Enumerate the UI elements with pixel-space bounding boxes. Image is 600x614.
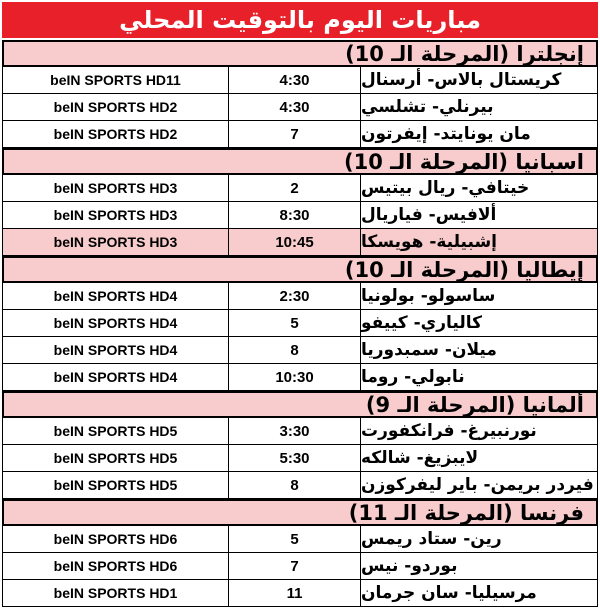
match-row [2,364,598,391]
league-header-france [2,499,598,526]
league-header-england [2,40,598,67]
match-row [2,283,598,310]
match-row [2,337,598,364]
channel-cell: beIN SPORTS HD11 [3,67,229,93]
channel-cell: beIN SPORTS HD3 [3,202,229,228]
league-header-germany [2,391,598,418]
league-name: إيطاليا (المرحلة الـ 10) [344,257,584,282]
match-row [2,175,598,202]
channel-cell: beIN SPORTS HD4 [3,283,229,309]
time-cell: 7 [229,121,361,147]
channel-cell: beIN SPORTS HD4 [3,310,229,336]
time-cell: 8 [229,472,361,498]
time-cell: 5 [229,526,361,552]
match-row [2,553,598,580]
match-row [2,310,598,337]
match-cell: ميلان- سمبدوريا [361,340,497,360]
time-cell: 11 [229,580,361,606]
channel-cell: beIN SPORTS HD4 [3,364,229,390]
channel-cell: beIN SPORTS HD5 [3,418,229,444]
league-name: إنجلترا (المرحلة الـ 10) [345,41,584,66]
match-row [2,94,598,121]
league-name: ألمانيا (المرحلة الـ 9) [365,392,584,417]
channel-cell: beIN SPORTS HD2 [3,121,229,147]
channel-cell: beIN SPORTS HD5 [3,472,229,498]
page-title: مباريات اليوم بالتوقيت المحلي [119,6,481,34]
channel-cell: beIN SPORTS HD6 [3,526,229,552]
time-cell: 2:30 [229,283,361,309]
league-name: اسبانيا (المرحلة الـ 10) [344,149,584,174]
match-cell: كالياري- كييفو [361,313,482,333]
time-cell: 4:30 [229,67,361,93]
time-cell: 10:30 [229,364,361,390]
channel-cell: beIN SPORTS HD5 [3,445,229,471]
match-cell: فيردر بريمن- باير ليفركوزن [361,475,594,495]
league-name: فرنسا (المرحلة الـ 11) [348,500,584,525]
channel-cell: beIN SPORTS HD3 [3,175,229,201]
time-cell: 8:30 [229,202,361,228]
match-row [2,67,598,94]
channel-cell: beIN SPORTS HD4 [3,337,229,363]
time-cell: 4:30 [229,94,361,120]
match-cell: ألافيس- فياريال [361,205,497,225]
channel-cell: beIN SPORTS HD6 [3,553,229,579]
channel-cell: beIN SPORTS HD3 [3,229,229,255]
time-cell: 5:30 [229,445,361,471]
match-cell: كريستال بالاس- أرسنال [361,70,562,90]
channel-cell: beIN SPORTS HD1 [3,580,229,606]
match-row [2,229,598,256]
match-cell: رين- ستاد ريمس [361,529,502,549]
match-cell: بوردو- نيس [361,556,458,576]
match-row [2,202,598,229]
match-cell: ساسولو- بولونيا [361,286,496,306]
title-bar [2,2,598,38]
match-cell: بيرنلي- تشلسي [361,97,494,117]
time-cell: 7 [229,553,361,579]
league-header-spain [2,148,598,175]
match-row [2,445,598,472]
time-cell: 5 [229,310,361,336]
time-cell: 8 [229,337,361,363]
time-cell: 2 [229,175,361,201]
time-cell: 3:30 [229,418,361,444]
league-header-italy [2,256,598,283]
match-cell: خيتافي- ريال بيتيس [361,178,530,198]
match-cell: إشبيلية- هويسكا [361,232,497,252]
match-cell: نابولي- روما [361,367,465,387]
match-row [2,418,598,445]
match-cell: لايبزيغ- شالكه [361,448,479,468]
match-cell: نورنبيرغ- فرانكفورت [361,421,537,441]
match-cell: مرسيليا- سان جرمان [361,583,537,603]
channel-cell: beIN SPORTS HD2 [3,94,229,120]
time-cell: 10:45 [229,229,361,255]
match-row [2,580,598,607]
match-cell: مان يونايتد- إيفرتون [361,124,531,144]
match-row [2,472,598,499]
match-row [2,121,598,148]
match-row [2,526,598,553]
